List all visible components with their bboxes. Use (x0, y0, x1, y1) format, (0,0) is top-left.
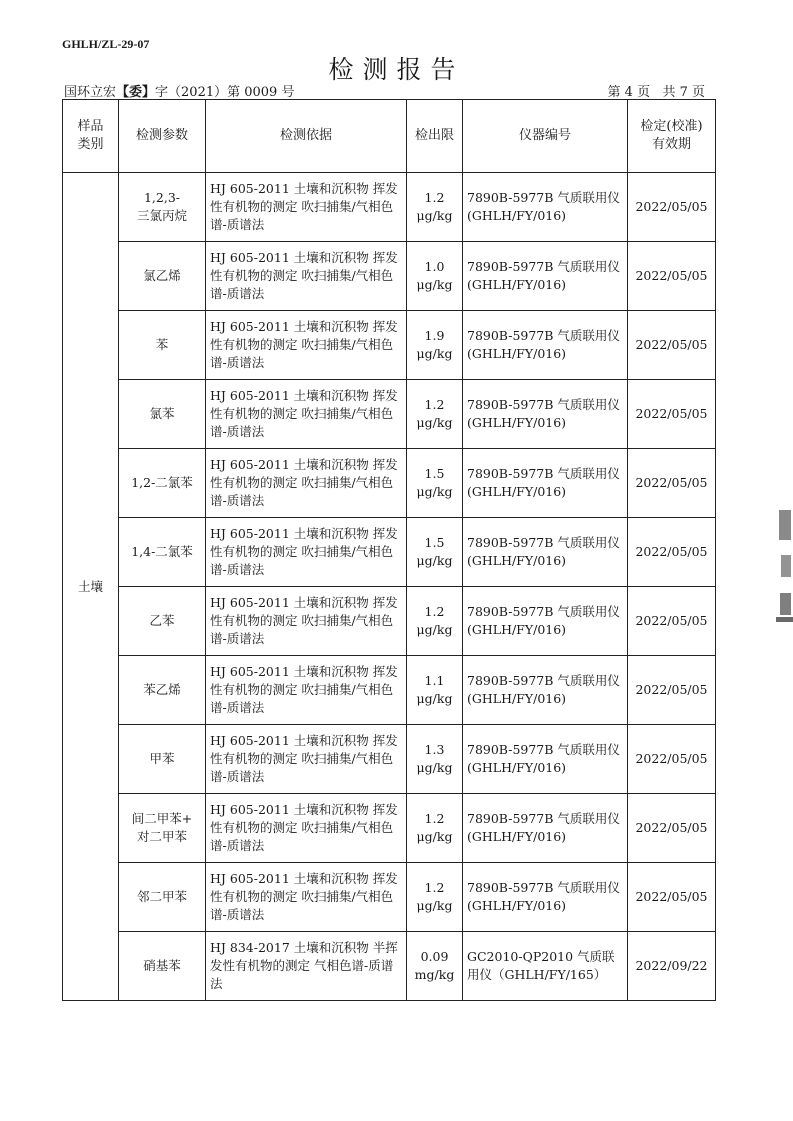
limit-cell: 1.2 μg/kg (407, 173, 463, 242)
limit-cell: 1.9 μg/kg (407, 311, 463, 380)
reference-prefix: 国环立宏 (64, 85, 117, 100)
basis-cell: HJ 605-2011 土壤和沉积物 挥发性有机物的测定 吹扫捕集/气相色谱-质谱法 (206, 380, 407, 449)
limit-cell: 1.0 μg/kg (407, 242, 463, 311)
validity-cell: 2022/09/22 (628, 932, 716, 1001)
validity-cell: 2022/05/05 (628, 380, 716, 449)
seal-stamp-fragment (776, 505, 793, 625)
param-cell: 1,2-二氯苯 (119, 449, 206, 518)
header-detection-limit: 检出限 (407, 100, 463, 173)
table-row (63, 932, 716, 1001)
limit-cell: 1.5 μg/kg (407, 518, 463, 587)
param-cell: 苯乙烯 (119, 656, 206, 725)
validity-cell: 2022/05/05 (628, 794, 716, 863)
basis-cell: HJ 605-2011 土壤和沉积物 挥发性有机物的测定 吹扫捕集/气相色谱-质谱法 (206, 725, 407, 794)
table-row (63, 725, 716, 794)
header-test-parameter: 检测参数 (119, 100, 206, 173)
table-row (63, 173, 716, 242)
validity-cell: 2022/05/05 (628, 863, 716, 932)
header-calibration-validity: 检定(校准) 有效期 (628, 100, 716, 173)
page-number: 第 4 页 共 7 页 (607, 85, 705, 100)
table-row (63, 587, 716, 656)
limit-cell: 1.2 μg/kg (407, 380, 463, 449)
basis-cell: HJ 605-2011 土壤和沉积物 挥发性有机物的测定 吹扫捕集/气相色谱-质谱法 (206, 242, 407, 311)
instrument-cell: 7890B-5977B 气质联用仪(GHLH/FY/016) (463, 380, 628, 449)
limit-cell: 1.2 μg/kg (407, 587, 463, 656)
limit-cell: 1.2 μg/kg (407, 863, 463, 932)
param-cell: 硝基苯 (119, 932, 206, 1001)
validity-cell: 2022/05/05 (628, 173, 716, 242)
table-row (63, 242, 716, 311)
table-row (63, 656, 716, 725)
table-row (63, 794, 716, 863)
header-sample-category: 样品 类别 (63, 100, 119, 173)
limit-cell: 1.2 μg/kg (407, 794, 463, 863)
limit-cell: 1.1 μg/kg (407, 656, 463, 725)
validity-cell: 2022/05/05 (628, 587, 716, 656)
table-row (63, 449, 716, 518)
test-parameters-table (62, 99, 716, 1001)
param-cell: 1,2,3- 三氯丙烷 (119, 173, 206, 242)
instrument-cell: 7890B-5977B 气质联用仪(GHLH/FY/016) (463, 863, 628, 932)
instrument-cell: 7890B-5977B 气质联用仪(GHLH/FY/016) (463, 518, 628, 587)
instrument-cell: 7890B-5977B 气质联用仪(GHLH/FY/016) (463, 173, 628, 242)
instrument-cell: 7890B-5977B 气质联用仪(GHLH/FY/016) (463, 587, 628, 656)
param-cell: 乙苯 (119, 587, 206, 656)
param-cell: 氯苯 (119, 380, 206, 449)
limit-cell: 1.3 μg/kg (407, 725, 463, 794)
param-cell: 间二甲苯+ 对二甲苯 (119, 794, 206, 863)
validity-cell: 2022/05/05 (628, 656, 716, 725)
table-row (63, 311, 716, 380)
instrument-cell: GC2010-QP2010 气质联用仪（GHLH/FY/165） (463, 932, 628, 1001)
reference-bracket: 【委】 (116, 85, 156, 100)
table-row (63, 380, 716, 449)
table-row (63, 863, 716, 932)
document-code: GHLH/ZL-29-07 (62, 37, 150, 51)
validity-cell: 2022/05/05 (628, 518, 716, 587)
limit-cell: 0.09 mg/kg (407, 932, 463, 1001)
header-test-basis: 检测依据 (206, 100, 407, 173)
header-instrument-number: 仪器编号 (463, 100, 628, 173)
report-title: 检测报告 (328, 55, 465, 84)
validity-cell: 2022/05/05 (628, 449, 716, 518)
basis-cell: HJ 605-2011 土壤和沉积物 挥发性有机物的测定 吹扫捕集/气相色谱-质谱法 (206, 656, 407, 725)
instrument-cell: 7890B-5977B 气质联用仪(GHLH/FY/016) (463, 242, 628, 311)
instrument-cell: 7890B-5977B 气质联用仪(GHLH/FY/016) (463, 794, 628, 863)
basis-cell: HJ 605-2011 土壤和沉积物 挥发性有机物的测定 吹扫捕集/气相色谱-质谱法 (206, 587, 407, 656)
report-reference-number (64, 81, 294, 100)
basis-cell: HJ 605-2011 土壤和沉积物 挥发性有机物的测定 吹扫捕集/气相色谱-质谱法 (206, 863, 407, 932)
table-header-row (63, 100, 716, 173)
param-cell: 1,4-二氯苯 (119, 518, 206, 587)
instrument-cell: 7890B-5977B 气质联用仪(GHLH/FY/016) (463, 311, 628, 380)
instrument-cell: 7890B-5977B 气质联用仪(GHLH/FY/016) (463, 725, 628, 794)
basis-cell: HJ 605-2011 土壤和沉积物 挥发性有机物的测定 吹扫捕集/气相色谱-质谱法 (206, 794, 407, 863)
instrument-cell: 7890B-5977B 气质联用仪(GHLH/FY/016) (463, 656, 628, 725)
param-cell: 邻二甲苯 (119, 863, 206, 932)
param-cell: 甲苯 (119, 725, 206, 794)
validity-cell: 2022/05/05 (628, 725, 716, 794)
reference-suffix: 字（2021）第 0009 号 (155, 85, 295, 100)
table-row (63, 518, 716, 587)
basis-cell: HJ 605-2011 土壤和沉积物 挥发性有机物的测定 吹扫捕集/气相色谱-质谱法 (206, 518, 407, 587)
validity-cell: 2022/05/05 (628, 311, 716, 380)
limit-cell: 1.5 μg/kg (407, 449, 463, 518)
basis-cell: HJ 605-2011 土壤和沉积物 挥发性有机物的测定 吹扫捕集/气相色谱-质谱法 (206, 311, 407, 380)
basis-cell: HJ 605-2011 土壤和沉积物 挥发性有机物的测定 吹扫捕集/气相色谱-质谱法 (206, 449, 407, 518)
param-cell: 苯 (119, 311, 206, 380)
validity-cell: 2022/05/05 (628, 242, 716, 311)
basis-cell: HJ 605-2011 土壤和沉积物 挥发性有机物的测定 吹扫捕集/气相色谱-质谱法 (206, 173, 407, 242)
basis-cell: HJ 834-2017 土壤和沉积物 半挥发性有机物的测定 气相色谱-质谱法 (206, 932, 407, 1001)
param-cell: 氯乙烯 (119, 242, 206, 311)
sample-category-cell: 土壤 (63, 173, 119, 1001)
instrument-cell: 7890B-5977B 气质联用仪(GHLH/FY/016) (463, 449, 628, 518)
